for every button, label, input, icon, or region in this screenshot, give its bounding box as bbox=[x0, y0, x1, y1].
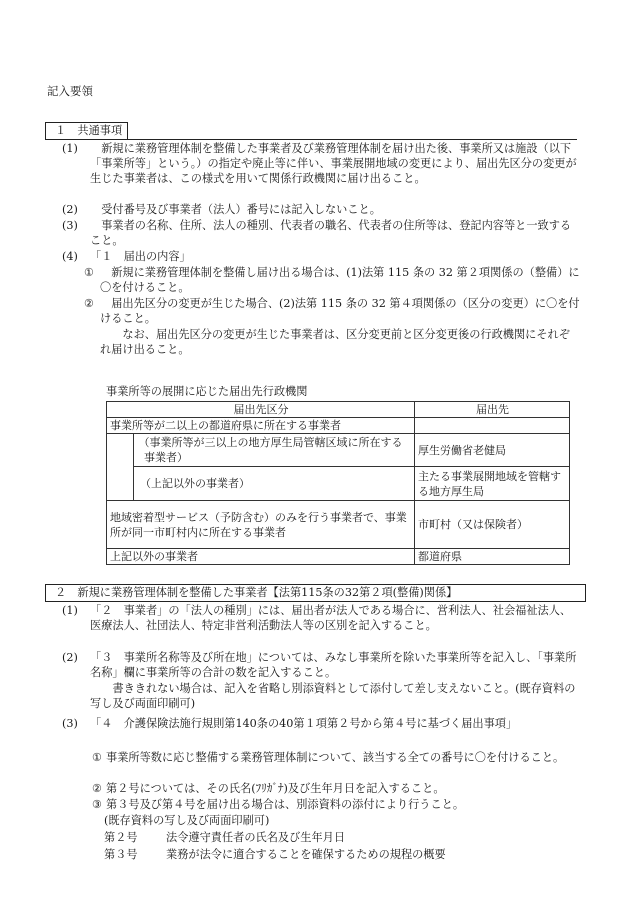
sec2-item-2: 「３ 事業所名称等及び所在地」については、みなし事業所を除いた事業所等を記入し、「事業所名称」欄に事業所等の合計の数を記入すること。 bbox=[90, 651, 577, 680]
row-category: （事業所等が三以上の地方厚生局管轄区域に所在する事業者） bbox=[134, 434, 415, 467]
sec2-item-1: 「２ 事業者」の「法人の種別」には、届出者が法人である場合に、営利法人、社会福祉法人、医療法人、社団法人、特定非営利活動法人等の区別を記入すること。 bbox=[90, 604, 572, 633]
sec1-item-4-sub-2: 届出先区分の変更が生じた場合、(2)法第 115 条の 32 第４項関係の（区分の変更）に〇を付けること。 bbox=[100, 297, 580, 326]
item-description: 法令遵守責任者の氏名及び生年月日 bbox=[166, 831, 346, 844]
row-category: （上記以外の事業者） bbox=[134, 467, 415, 501]
sub-number: ③ bbox=[92, 798, 103, 811]
table-row bbox=[107, 418, 570, 434]
sec1-item-3: 事業者の名称、住所、法人の種別、代表者の職名、代表者の住所等は、登記内容等と一致すること。 bbox=[90, 219, 572, 248]
item-number: (3) bbox=[62, 717, 78, 730]
sub-number: ② bbox=[92, 782, 103, 795]
table-row bbox=[107, 467, 570, 501]
row-category: 上記以外の事業者 bbox=[107, 549, 415, 565]
section-1-heading: １ 共通事項 bbox=[45, 122, 128, 140]
row-destination: 市町村（又は保険者） bbox=[415, 501, 570, 549]
sec1-item-4: 「１ 届出の内容」 bbox=[90, 250, 191, 263]
sub-number: ① bbox=[92, 751, 103, 764]
row-destination: 都道府県 bbox=[415, 549, 570, 565]
indent-cell bbox=[107, 434, 134, 501]
item-number: (1) bbox=[62, 604, 78, 617]
item-number: (2) bbox=[62, 203, 78, 216]
sec1-item-2: 受付番号及び事業者（法人）番号には記入しないこと。 bbox=[101, 203, 381, 216]
sec1-item-4-note: なお、届出先区分の変更が生じた事業者は、区分変更前と区分変更後の行政機関にそれぞれ届け出ること。 bbox=[100, 328, 570, 357]
section-2-heading: ２ 新規に業務管理体制を整備した事業者【法第115条の32第２項(整備)関係】 bbox=[45, 584, 586, 602]
item-number: (4) bbox=[62, 250, 78, 263]
section-1-rule bbox=[45, 139, 577, 140]
section-2-rule bbox=[45, 601, 577, 602]
table-row bbox=[107, 434, 570, 467]
sec2-item-2-note: 書ききれない場合は、記入を省略し別添資料として添付して差し支えないこと。(既存資料の写し及び両面印刷可) bbox=[90, 682, 576, 711]
item-number: (3) bbox=[62, 219, 78, 232]
item-label: 第３号 bbox=[104, 848, 138, 861]
sec2-item-3-sub-3: 第３号及び第４号を届け出る場合は、別添資料の添付により行うこと。 bbox=[106, 798, 465, 811]
submission-office-table bbox=[106, 401, 570, 565]
sec2-item-3: 「４ 介護保険法施行規則第140条の40第１項第２号から第４号に基づく届出事項」 bbox=[90, 717, 518, 730]
item-description: 業務が法令に適合することを確保するための規程の概要 bbox=[166, 848, 446, 861]
sec1-item-4-sub-1: 新規に業務管理体制を整備し届け出る場合は、(1)法第 115 条の 32 第２項関係の（整備）に〇を付けること。 bbox=[100, 266, 580, 295]
sec1-item-1: 新規に業務管理体制を整備した事業者及び業務管理体制を届け出た後、事業所又は施設（以下「事業所等」という。）の指定や廃止等に伴い、事業展開地域の変更により、届出先区分の変更が生じた事業者は、この様式を用いて関係行政機関に届け出ること。 bbox=[90, 142, 577, 186]
table-caption: 事業所等の展開に応じた届出先行政機関 bbox=[106, 385, 308, 398]
table-row bbox=[107, 501, 570, 549]
table-row bbox=[107, 549, 570, 565]
row-destination-empty bbox=[415, 418, 570, 434]
row-category: 事業所等が二以上の都道府県に所在する事業者 bbox=[107, 418, 415, 434]
item-number: (1) bbox=[62, 142, 78, 155]
row-destination: 厚生労働省老健局 bbox=[415, 434, 570, 467]
document-title: 記入要領 bbox=[47, 84, 93, 98]
sec2-item-3-sub-1: 事業所等数に応じ整備する業務管理体制について、該当する全ての番号に〇を付けること。 bbox=[106, 751, 565, 764]
header-destination: 届出先 bbox=[415, 402, 570, 418]
sub-number: ② bbox=[84, 297, 95, 310]
sec2-item-3-paren: (既存資料の写し及び両面印刷可) bbox=[104, 814, 270, 827]
row-destination: 主たる事業展開地域を管轄する地方厚生局 bbox=[415, 467, 570, 501]
item-number: (2) bbox=[62, 651, 78, 664]
sub-number: ① bbox=[84, 266, 95, 279]
item-label: 第２号 bbox=[104, 831, 138, 844]
header-category: 届出先区分 bbox=[107, 402, 415, 418]
row-category: 地域密着型サービス（予防含む）のみを行う事業者で、事業所が同一市町村内に所在する事業者 bbox=[107, 501, 415, 549]
table-header-row bbox=[107, 402, 570, 418]
sec2-item-3-sub-2: 第２号については、その氏名(ﾌﾘｶﾞﾅ)及び生年月日を記入すること。 bbox=[106, 782, 445, 795]
